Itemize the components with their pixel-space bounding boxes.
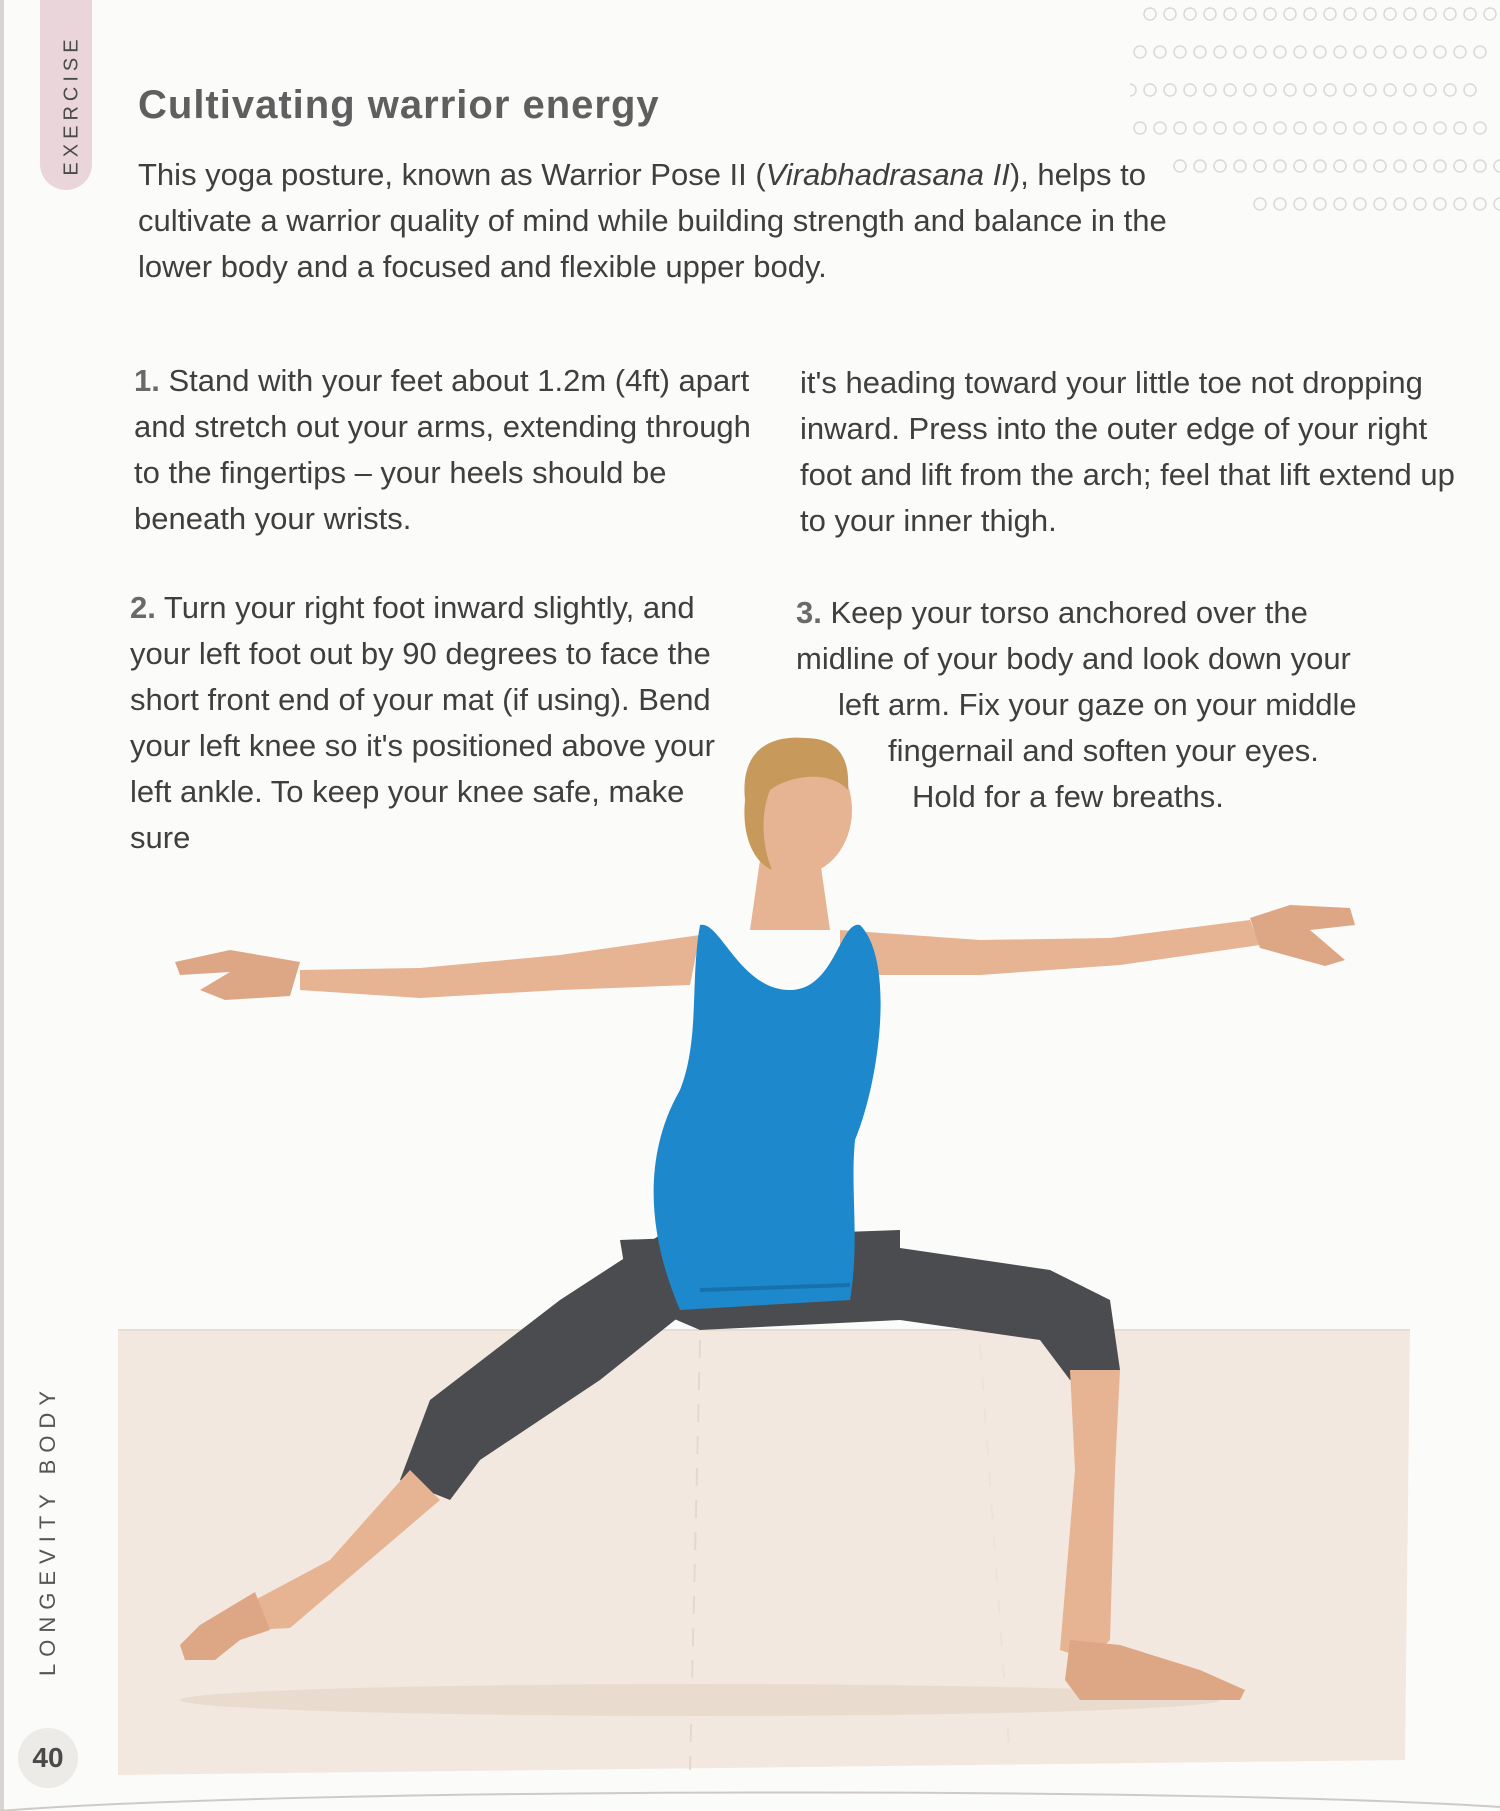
page-heading: Cultivating warrior energy [138,83,660,127]
step-3-line-4: fingernail and soften your eyes. [888,733,1319,768]
step-1 [134,358,774,542]
step-1-text: Stand with your feet about 1.2m (4ft) apart and stretch out your arms, extending through to the fingertips – your heels should be beneath your wrists. [134,363,751,536]
step-3-number: 3. [796,595,822,630]
page-number: 40 [32,1742,64,1773]
right-arm [300,935,700,998]
step-2-text: Turn your right foot inward slightly, and your left foot out by 90 degrees to face the short front end of your mat (if using). Bend your left knee so it's positioned above your left ankle. To keep your knee safe, make sure [130,590,715,855]
step-2-number: 2. [130,590,156,625]
page-edge-curve [0,1781,1500,1811]
step-3-line-1: 3. Keep your torso anchored over the [796,595,1308,630]
step-3-line-3: left arm. Fix your gaze on your middle [838,687,1357,722]
running-head: LONGEVITY BODY [35,1384,60,1676]
step-2-continued: it's heading toward your little toe not dropping inward. Press into the outer edge of your right foot and lift from the arch; feel that lift extend up to your inner thigh. [800,365,1455,538]
intro-paragraph [138,152,1198,290]
step-1-number: 1. [134,363,160,398]
section-tab-label: EXERCISE [60,34,83,176]
step-3-line-2: midline of your body and look down your [796,641,1351,676]
step-3-line-5: Hold for a few breaths. [912,779,1224,814]
left-arm [840,920,1260,975]
pose-sanskrit-name: Virabhadrasana II [765,157,1010,192]
intro-text-before: This yoga posture, known as Warrior Pose II ( [138,157,766,192]
warrior-pose-photo [0,700,1500,1790]
intro-text-after: ), helps to cultivate a warrior quality of mind while building strength and balance in the lower body and a focused and flexible upper body. [138,157,1167,284]
